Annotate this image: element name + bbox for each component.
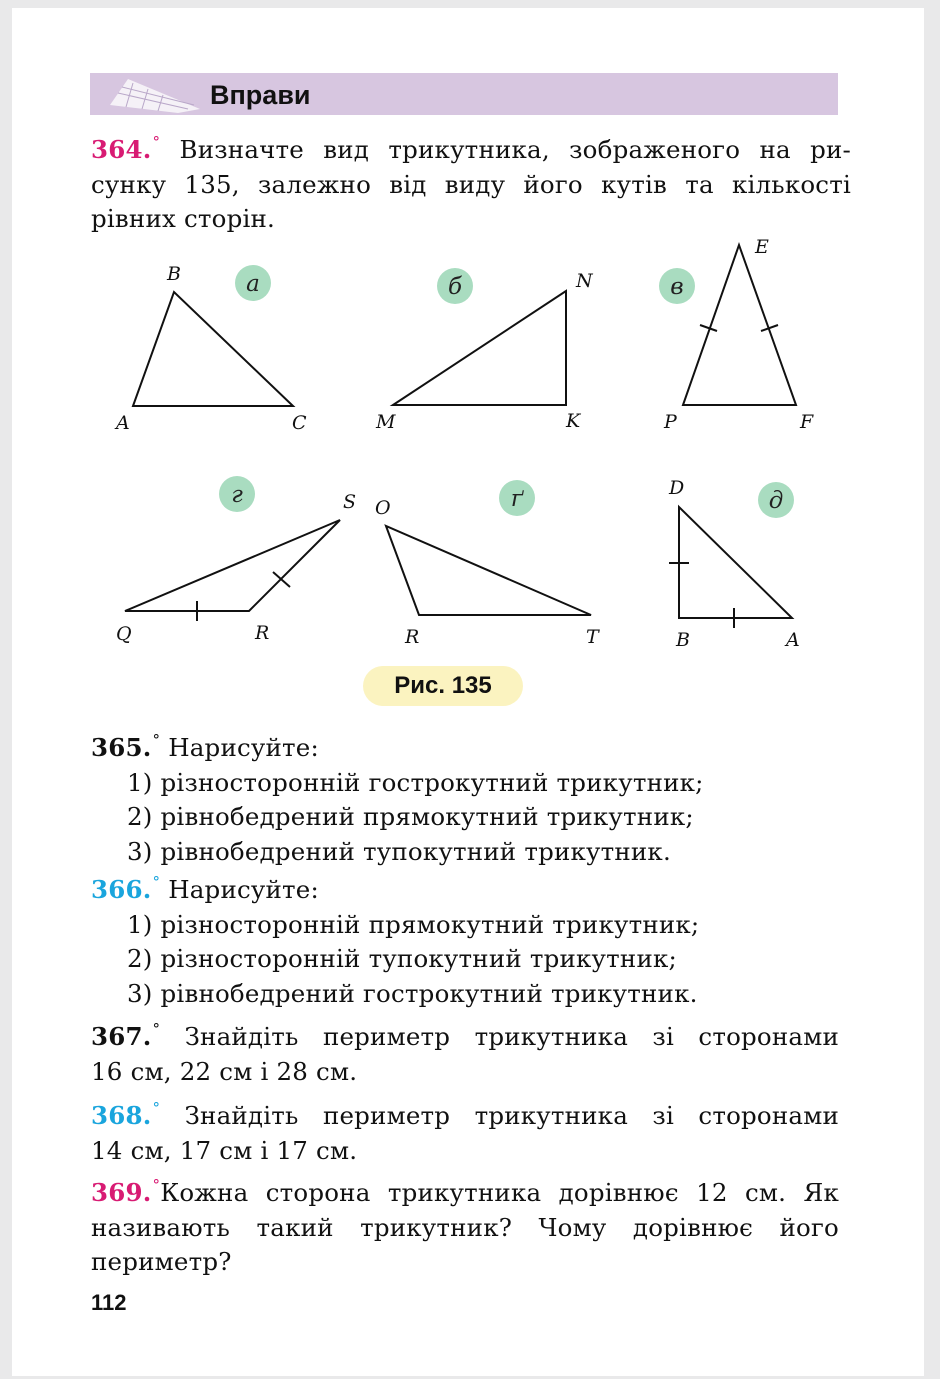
vertex-label: A: [116, 412, 130, 434]
vertex-label: D: [669, 477, 685, 499]
badge-d: д: [768, 488, 784, 514]
triangle-g: [125, 520, 340, 611]
vertex-label: Q: [116, 623, 132, 645]
vertex-label: K: [566, 410, 581, 432]
vertex-label: R: [255, 622, 270, 644]
vertex-label: A: [786, 629, 800, 651]
equal-side-ticks: [197, 325, 778, 628]
vertex-label: B: [167, 263, 181, 285]
section-title: Вправи: [210, 80, 311, 110]
vertex-label: P: [664, 411, 677, 433]
badge-a: а: [246, 271, 260, 297]
vertex-label: N: [576, 270, 593, 292]
vertex-label: C: [292, 412, 307, 434]
exercise-number: 367.: [91, 1022, 152, 1051]
exercise-text-line: сунку 135, залежно від виду його кутів та кількості: [91, 169, 851, 199]
exercise-number: 365.: [91, 733, 152, 762]
list-item: 3) рівнобедрений гострокутний трикутник.: [127, 978, 698, 1008]
list-item: 2) різносторонній тупокутний трикутник;: [127, 944, 677, 973]
exercise-number: 364.: [91, 135, 152, 164]
vertex-label: S: [343, 491, 357, 513]
page-number: 112: [91, 1290, 127, 1315]
badge-b: б: [447, 274, 463, 300]
badge-g: г: [231, 482, 243, 508]
exercise-number: 368.: [91, 1101, 152, 1130]
badge-v: в: [670, 274, 684, 300]
list-item: 2) рівнобедрений прямокутний трикутник;: [127, 802, 694, 831]
badge-gg: ґ: [510, 486, 524, 512]
exercise-369: 369.°Кожна сторона трикутника дорівнює 12 см. Як називають такий трикутник? Чому дорівнює його периметр?: [91, 1176, 839, 1276]
triangle-v: [683, 245, 796, 405]
list-item: 1) різносторонній прямокутний трикутник;: [127, 909, 700, 939]
triangle-gg: [386, 526, 591, 615]
exercise-366: 366.° Нарисуйте: 1) різносторонній прямокутний трикутник; 2) різносторонній тупокутний трикутник; 3) рівнобедрений гострокутний трикутник.: [91, 865, 851, 1011]
exercise-text-line: Визначте вид трикутника, зображеного на ри-: [179, 135, 851, 164]
exercise-text-line: рівних сторін.: [91, 204, 276, 233]
exercise-367: 367.° Знайдіть периметр трикутника зі сторонами 16 см, 22 см і 28 см.: [91, 1020, 839, 1086]
exercise-364: 364.° Визначте вид трикутника, зображеного на ри- сунку 135, залежно від виду його кутів та кількості рівних сторін.: [91, 125, 851, 237]
vertex-label: F: [800, 411, 814, 433]
exercise-number: 369.: [91, 1178, 152, 1207]
triangle-a: [133, 292, 293, 406]
exercise-368: 368.° Знайдіть периметр трикутника зі сторонами 14 см, 17 см і 17 см.: [91, 1099, 839, 1165]
vertex-label: T: [586, 626, 599, 648]
exercise-number: 366.: [91, 875, 152, 904]
triangle-b: [393, 291, 566, 405]
figure-caption: Рис. 135: [363, 666, 523, 706]
figure-badges: [219, 265, 794, 518]
exercise-365: 365.° Нарисуйте: 1) різносторонній гострокутний трикутник; 2) рівнобедрений прямокутний трикутник; 3) рівнобедрений тупокутний трикутник.: [91, 723, 851, 869]
triangle-d: [679, 507, 792, 618]
vertex-label: O: [375, 497, 391, 519]
list-item: 1) різносторонній гострокутний трикутник;: [127, 767, 704, 797]
vertex-label: B: [676, 629, 690, 651]
list-item: 3) рівнобедрений тупокутний трикутник.: [127, 836, 671, 866]
vertex-label: E: [755, 236, 769, 258]
vertex-label: M: [376, 411, 396, 433]
vertex-label: R: [405, 626, 420, 648]
